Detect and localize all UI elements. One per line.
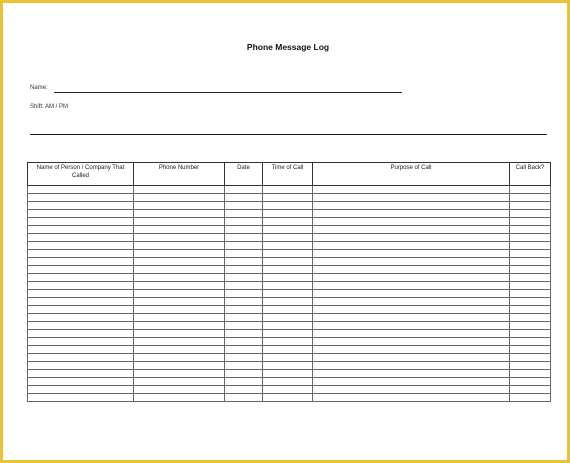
table-cell-purpose[interactable] [313,306,510,314]
table-cell-date[interactable] [225,290,263,298]
table-cell-phone[interactable] [134,370,225,378]
table-cell-name[interactable] [28,290,134,298]
table-cell-callback[interactable] [510,386,551,394]
table-cell-callback[interactable] [510,378,551,386]
table-row [28,274,551,282]
table-cell-date[interactable] [225,346,263,354]
table-cell-time[interactable] [263,322,313,330]
table-row [28,346,551,354]
table-cell-time[interactable] [263,226,313,234]
table-cell-phone[interactable] [134,386,225,394]
column-header-date: Date [225,163,263,186]
table-cell-name[interactable] [28,266,134,274]
table-cell-phone[interactable] [134,346,225,354]
table-cell-name[interactable] [28,218,134,226]
table-row [28,322,551,330]
table-cell-name[interactable] [28,306,134,314]
table-cell-phone[interactable] [134,242,225,250]
table-cell-phone[interactable] [134,394,225,402]
column-header-name: Name of Person / Company That Called [28,163,134,186]
table-body [28,186,551,402]
table-row [28,250,551,258]
table-cell-purpose[interactable] [313,258,510,266]
table-cell-phone[interactable] [134,338,225,346]
table-cell-purpose[interactable] [313,314,510,322]
table-cell-time[interactable] [263,258,313,266]
table-cell-phone[interactable] [134,330,225,338]
table-cell-time[interactable] [263,306,313,314]
table-cell-purpose[interactable] [313,290,510,298]
table-cell-name[interactable] [28,378,134,386]
table-cell-purpose[interactable] [313,330,510,338]
table-cell-time[interactable] [263,314,313,322]
shift-field-label: Shift: AM / PM [30,104,69,110]
table-row [28,314,551,322]
table-cell-purpose[interactable] [313,226,510,234]
table-cell-purpose[interactable] [313,186,510,194]
table-cell-callback[interactable] [510,306,551,314]
table-row [28,306,551,314]
table-cell-time[interactable] [263,282,313,290]
table-row [28,242,551,250]
table-cell-name[interactable] [28,250,134,258]
table-row [28,362,551,370]
table-cell-time[interactable] [263,386,313,394]
table-cell-purpose[interactable] [313,370,510,378]
table-cell-callback[interactable] [510,258,551,266]
table-cell-name[interactable] [28,394,134,402]
table-row [28,378,551,386]
table-cell-phone[interactable] [134,250,225,258]
table-cell-date[interactable] [225,282,263,290]
table-cell-date[interactable] [225,322,263,330]
table-cell-time[interactable] [263,362,313,370]
table-cell-name[interactable] [28,210,134,218]
table-cell-callback[interactable] [510,186,551,194]
table-cell-phone[interactable] [134,314,225,322]
table-cell-phone[interactable] [134,322,225,330]
table-cell-date[interactable] [225,330,263,338]
table-cell-callback[interactable] [510,338,551,346]
column-header-callback: Call Back? [510,163,551,186]
table-cell-purpose[interactable] [313,210,510,218]
table-row [28,370,551,378]
table-cell-date[interactable] [225,186,263,194]
table-cell-time[interactable] [263,186,313,194]
shift-field-line [30,134,547,135]
table-cell-time[interactable] [263,210,313,218]
table-cell-purpose[interactable] [313,282,510,290]
table-cell-phone[interactable] [134,210,225,218]
document-title: Phone Message Log [246,42,330,52]
table-cell-date[interactable] [225,202,263,210]
table-cell-callback[interactable] [510,282,551,290]
table-cell-time[interactable] [263,266,313,274]
table-row [28,258,551,266]
table-cell-phone[interactable] [134,378,225,386]
table-cell-date[interactable] [225,394,263,402]
table-cell-phone[interactable] [134,226,225,234]
table-cell-time[interactable] [263,330,313,338]
table-cell-phone[interactable] [134,282,225,290]
table-row [28,202,551,210]
table-cell-name[interactable] [28,258,134,266]
table-cell-callback[interactable] [510,346,551,354]
table-cell-time[interactable] [263,194,313,202]
table-cell-name[interactable] [28,234,134,242]
table-cell-phone[interactable] [134,290,225,298]
table-cell-callback[interactable] [510,242,551,250]
table-cell-callback[interactable] [510,218,551,226]
table-cell-time[interactable] [263,338,313,346]
table-cell-time[interactable] [263,218,313,226]
table-cell-date[interactable] [225,370,263,378]
table-cell-name[interactable] [28,242,134,250]
table-cell-purpose[interactable] [313,234,510,242]
table-cell-name[interactable] [28,194,134,202]
table-cell-name[interactable] [28,274,134,282]
table-row [28,386,551,394]
table-cell-name[interactable] [28,322,134,330]
table-cell-time[interactable] [263,394,313,402]
column-header-time: Time of Call [263,163,313,186]
table-cell-name[interactable] [28,386,134,394]
table-cell-date[interactable] [225,258,263,266]
table-cell-phone[interactable] [134,218,225,226]
table-cell-date[interactable] [225,218,263,226]
table-cell-callback[interactable] [510,370,551,378]
table-cell-time[interactable] [263,298,313,306]
table-cell-purpose[interactable] [313,218,510,226]
table-cell-phone[interactable] [134,194,225,202]
column-header-phone: Phone Number [134,163,225,186]
table-row [28,226,551,234]
table-row [28,194,551,202]
table-cell-name[interactable] [28,314,134,322]
table-cell-phone[interactable] [134,362,225,370]
table-cell-date[interactable] [225,298,263,306]
table-cell-name[interactable] [28,330,134,338]
table-cell-time[interactable] [263,250,313,258]
table-cell-date[interactable] [225,386,263,394]
table-row [28,266,551,274]
table-cell-time[interactable] [263,346,313,354]
table-cell-time[interactable] [263,354,313,362]
table-cell-date[interactable] [225,338,263,346]
table-row [28,210,551,218]
table-cell-date[interactable] [225,354,263,362]
table-cell-purpose[interactable] [313,386,510,394]
table-cell-purpose[interactable] [313,194,510,202]
table-cell-callback[interactable] [510,210,551,218]
table-cell-callback[interactable] [510,226,551,234]
phone-log-table [27,162,551,402]
table-cell-date[interactable] [225,226,263,234]
table-cell-phone[interactable] [134,274,225,282]
table-cell-callback[interactable] [510,314,551,322]
table-cell-name[interactable] [28,354,134,362]
table-cell-callback[interactable] [510,250,551,258]
table-cell-date[interactable] [225,234,263,242]
table-cell-time[interactable] [263,234,313,242]
table-cell-purpose[interactable] [313,250,510,258]
table-row [28,234,551,242]
table-cell-time[interactable] [263,202,313,210]
table-cell-time[interactable] [263,370,313,378]
table-row [28,186,551,194]
table-cell-date[interactable] [225,314,263,322]
table-cell-callback[interactable] [510,394,551,402]
table-cell-name[interactable] [28,338,134,346]
table-cell-callback[interactable] [510,234,551,242]
table-cell-callback[interactable] [510,330,551,338]
table-cell-name[interactable] [28,202,134,210]
table-cell-name[interactable] [28,226,134,234]
table-cell-purpose[interactable] [313,338,510,346]
table-cell-callback[interactable] [510,298,551,306]
table-cell-purpose[interactable] [313,274,510,282]
table-cell-phone[interactable] [134,354,225,362]
table-cell-phone[interactable] [134,306,225,314]
table-cell-phone[interactable] [134,258,225,266]
table-cell-date[interactable] [225,274,263,282]
table-cell-name[interactable] [28,370,134,378]
name-field-line [54,92,402,93]
table-cell-purpose[interactable] [313,378,510,386]
table-cell-date[interactable] [225,210,263,218]
table-cell-time[interactable] [263,242,313,250]
table-header-row [28,163,551,186]
table-row [28,282,551,290]
table-cell-date[interactable] [225,378,263,386]
table-cell-date[interactable] [225,242,263,250]
table-cell-name[interactable] [28,298,134,306]
table-row [28,330,551,338]
table-cell-purpose[interactable] [313,346,510,354]
table-cell-purpose[interactable] [313,242,510,250]
table-cell-purpose[interactable] [313,394,510,402]
table-cell-phone[interactable] [134,298,225,306]
table-row [28,354,551,362]
table-cell-date[interactable] [225,250,263,258]
table-cell-purpose[interactable] [313,354,510,362]
table-cell-purpose[interactable] [313,322,510,330]
table-row [28,298,551,306]
table-row [28,338,551,346]
table-cell-phone[interactable] [134,266,225,274]
table-cell-date[interactable] [225,362,263,370]
table-cell-time[interactable] [263,378,313,386]
table-row [28,218,551,226]
table-cell-time[interactable] [263,274,313,282]
table-cell-name[interactable] [28,282,134,290]
table-cell-purpose[interactable] [313,266,510,274]
table-cell-callback[interactable] [510,362,551,370]
table-cell-phone[interactable] [134,186,225,194]
table-row [28,394,551,402]
table-cell-purpose[interactable] [313,362,510,370]
column-header-purpose: Purpose of Call [313,163,510,186]
table-cell-phone[interactable] [134,234,225,242]
table-cell-purpose[interactable] [313,202,510,210]
table-cell-time[interactable] [263,290,313,298]
table-cell-name[interactable] [28,362,134,370]
table-cell-callback[interactable] [510,290,551,298]
table-cell-phone[interactable] [134,202,225,210]
table-cell-name[interactable] [28,186,134,194]
table-cell-name[interactable] [28,346,134,354]
table-cell-callback[interactable] [510,202,551,210]
table-cell-callback[interactable] [510,274,551,282]
table-cell-date[interactable] [225,194,263,202]
name-field-label: Name: [30,85,48,91]
table-cell-date[interactable] [225,266,263,274]
table-cell-callback[interactable] [510,194,551,202]
table-cell-date[interactable] [225,306,263,314]
table-row [28,290,551,298]
table-cell-callback[interactable] [510,322,551,330]
table-cell-purpose[interactable] [313,298,510,306]
table-cell-callback[interactable] [510,266,551,274]
table-cell-callback[interactable] [510,354,551,362]
